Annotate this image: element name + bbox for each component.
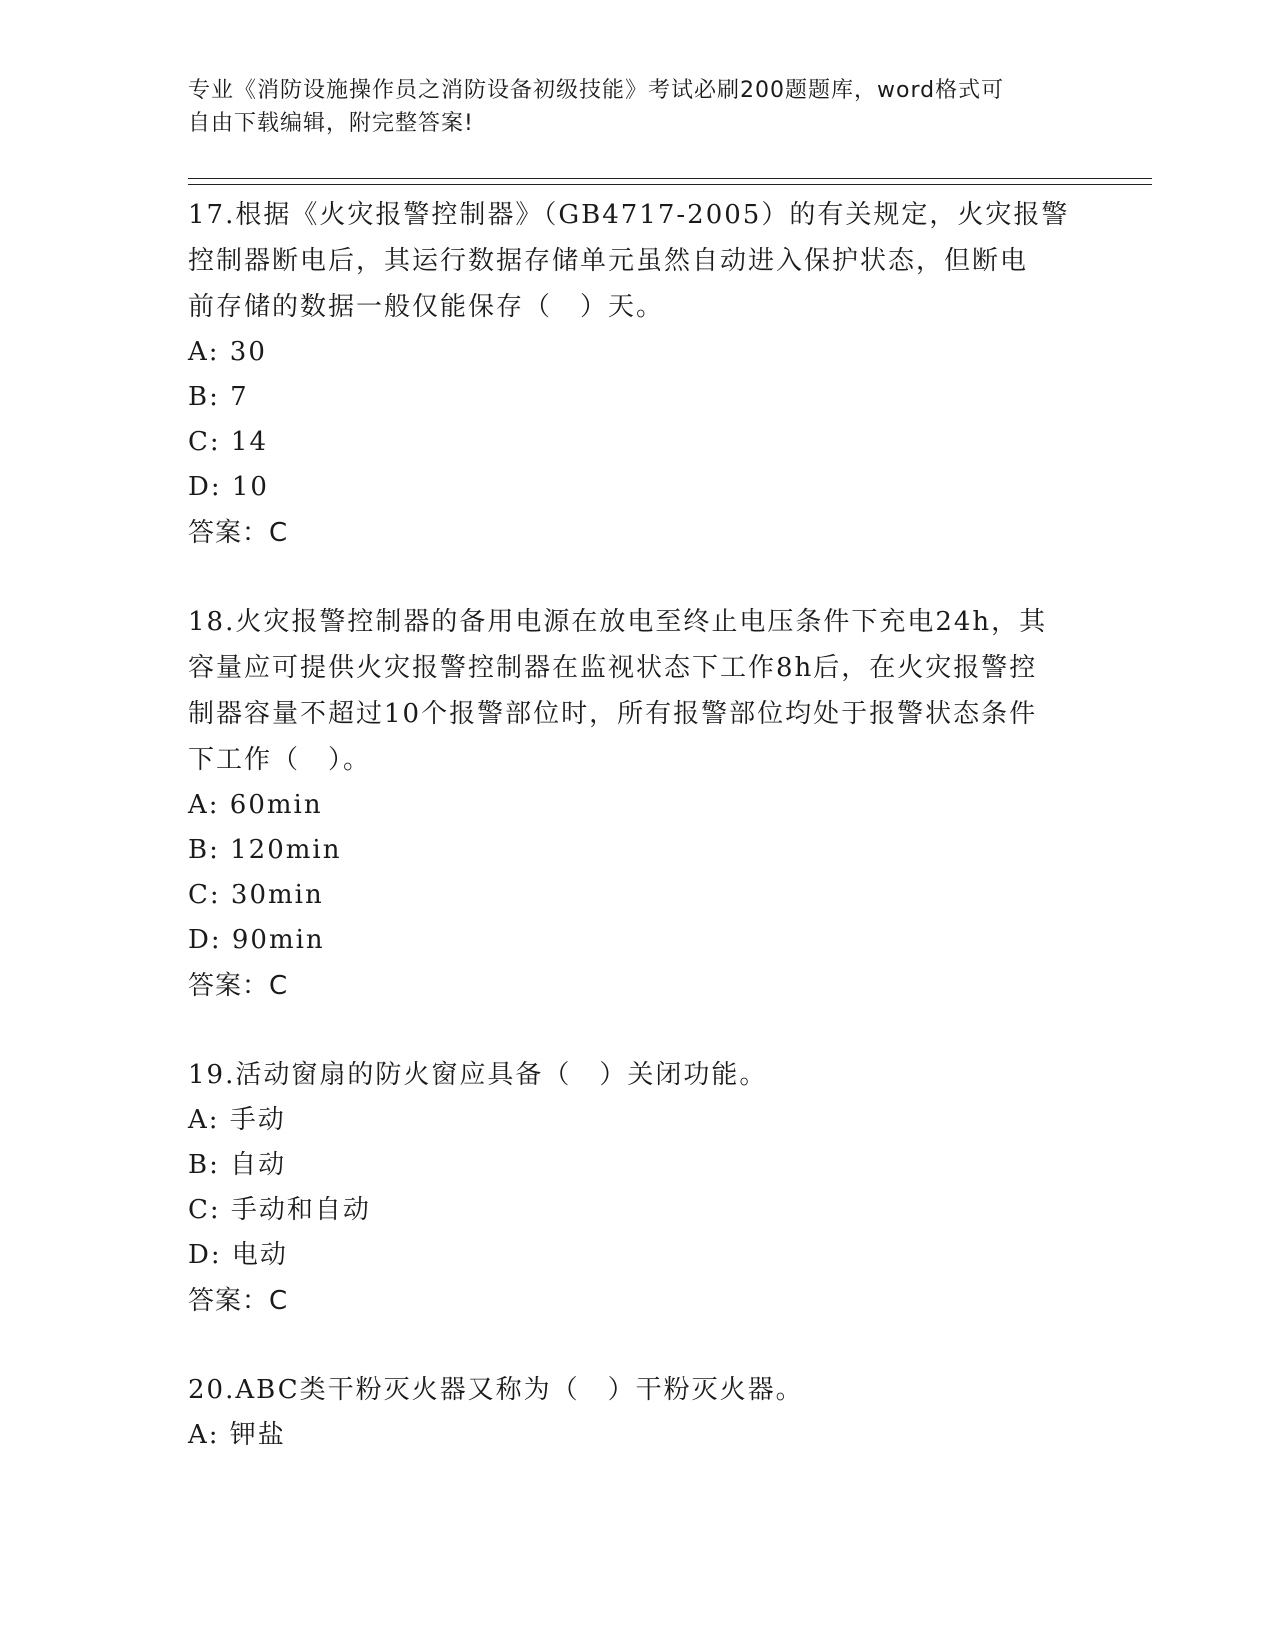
answer-label: 答案：C — [188, 518, 289, 548]
option-c: C: 30min — [188, 880, 324, 910]
question-text-line: 前存储的数据一般仅能保存（ ）天。 — [188, 292, 665, 322]
document-header — [188, 74, 1068, 140]
question-text-line: 容量应可提供火灾报警控制器在监视状态下工作8h后，在火灾报警控 — [188, 653, 1038, 683]
answer-label: 答案：C — [188, 971, 289, 1001]
option-a: A: 30 — [188, 337, 267, 367]
header-line-2: 自由下载编辑，附完整答案! — [188, 111, 474, 136]
question-list — [188, 192, 1088, 1458]
header-line-1: 专业《消防设施操作员之消防设备初级技能》考试必刷200题题库，word格式可 — [188, 78, 1005, 103]
option-a: A: 手动 — [188, 1105, 286, 1135]
option-a: A: 钾盐 — [188, 1420, 286, 1450]
option-c: C: 手动和自动 — [188, 1195, 371, 1225]
header-divider-top — [188, 178, 1152, 179]
question-text-line: 制器容量不超过10个报警部位时，所有报警部位均处于报警状态条件 — [188, 699, 1038, 729]
question-20 — [188, 1367, 1088, 1458]
question-spacer — [188, 556, 1088, 599]
question-text-line: 18.火灾报警控制器的备用电源在放电至终止电压条件下充电24h，其 — [188, 607, 1048, 637]
answer-label: 答案：C — [188, 1286, 289, 1316]
question-text-line: 下工作（ ）。 — [188, 745, 372, 775]
question-spacer — [188, 1009, 1088, 1052]
question-text-line: 17.根据《火灾报警控制器》（GB4717-2005）的有关规定，火灾报警 — [188, 200, 1070, 230]
question-text-line: 20.ABC类干粉灭火器又称为（ ）干粉灭火器。 — [188, 1375, 804, 1405]
option-d: D: 10 — [188, 472, 269, 502]
option-d: D: 90min — [188, 925, 325, 955]
question-19 — [188, 1052, 1088, 1324]
question-text-line: 控制器断电后，其运行数据存储单元虽然自动进入保护状态，但断电 — [188, 246, 1029, 276]
option-b: B: 自动 — [188, 1150, 287, 1180]
option-b: B: 7 — [188, 382, 249, 412]
option-d: D: 电动 — [188, 1240, 288, 1270]
header-divider-bottom — [188, 184, 1152, 185]
option-c: C: 14 — [188, 427, 269, 457]
question-text-line: 19.活动窗扇的防火窗应具备（ ）关闭功能。 — [188, 1060, 768, 1090]
option-b: B: 120min — [188, 835, 342, 865]
question-spacer — [188, 1324, 1088, 1367]
option-a: A: 60min — [188, 790, 323, 820]
question-18 — [188, 599, 1088, 1009]
question-17 — [188, 192, 1088, 556]
